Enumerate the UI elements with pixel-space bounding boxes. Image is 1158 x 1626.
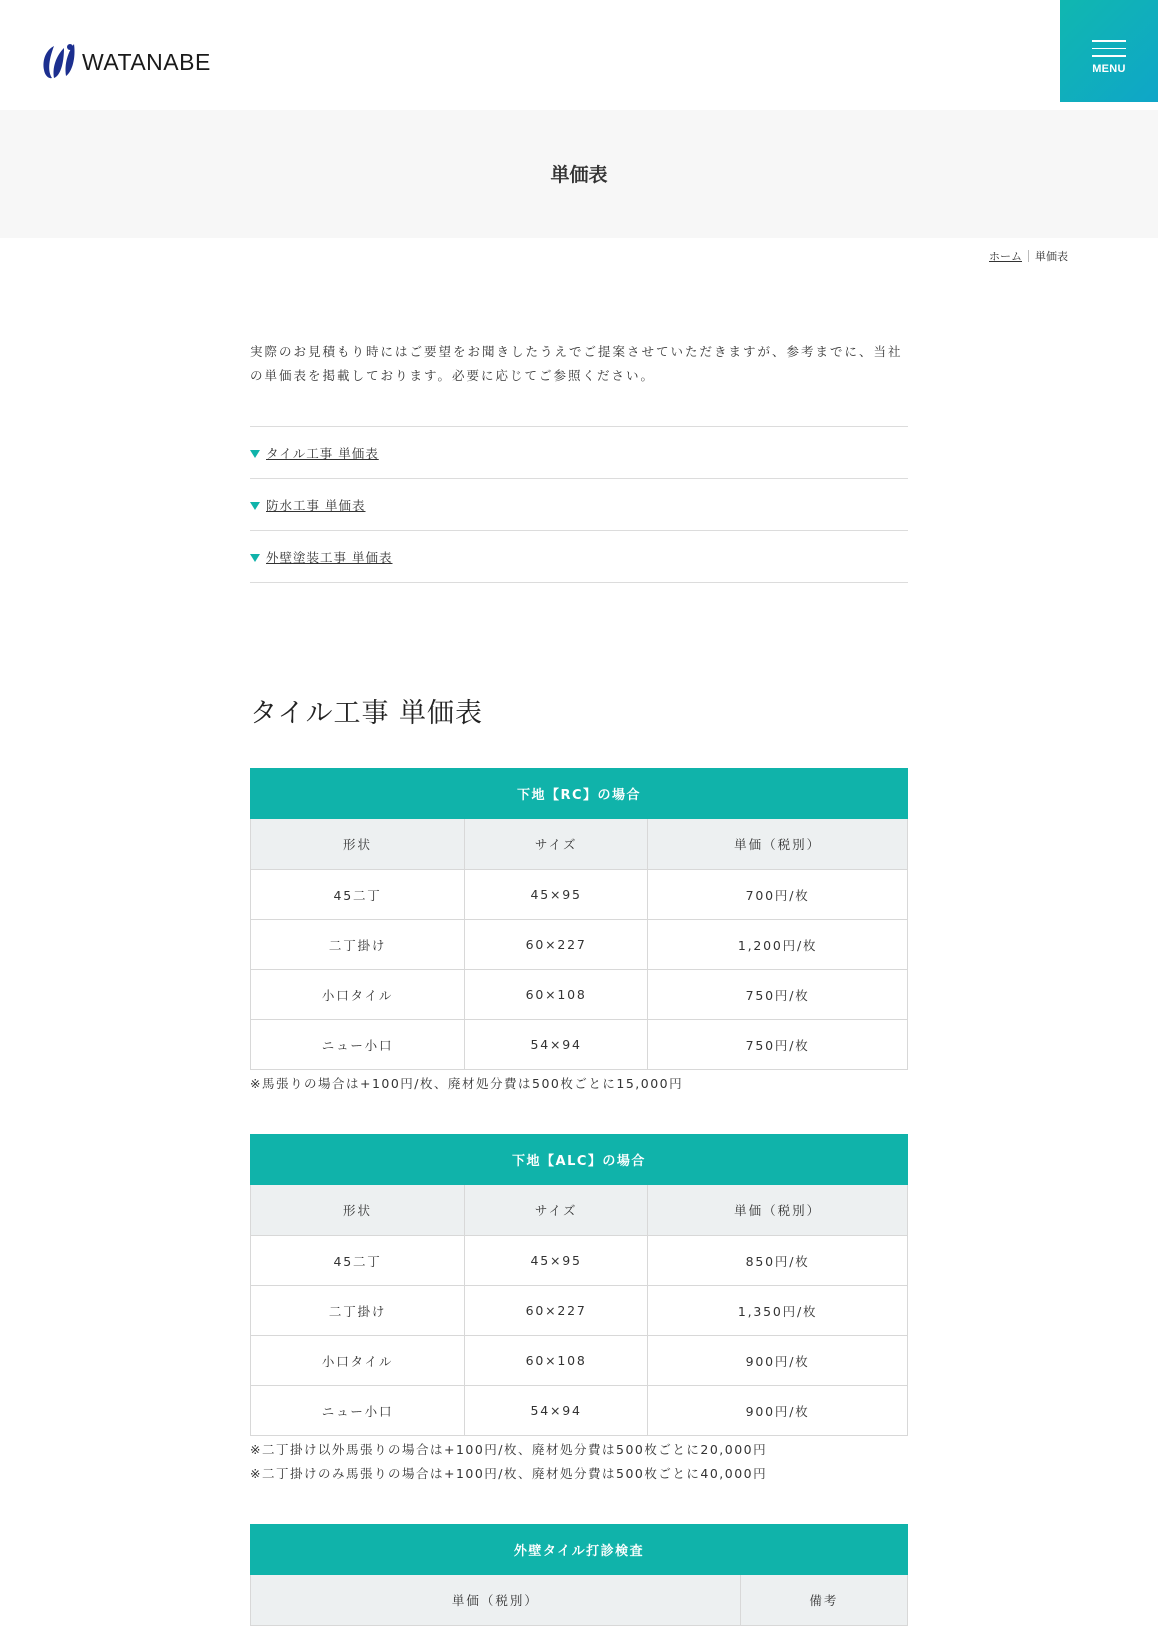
- section-title-tile: タイル工事 単価表: [250, 698, 484, 729]
- cell-price: 1,200円/枚: [648, 920, 908, 970]
- cell-price: 700円/枚: [648, 870, 908, 920]
- page-title-band: [0, 110, 1158, 238]
- site-header: [0, 0, 1158, 110]
- cell-shape: 小口タイル: [251, 970, 465, 1020]
- breadcrumb-separator: [1028, 250, 1029, 262]
- cell-price: 750円/枚: [648, 1020, 908, 1070]
- column-header-shape: 形状: [251, 819, 465, 870]
- cell-size: 45×95: [465, 870, 648, 920]
- table-caption: 下地【ALC】の場合: [251, 1135, 908, 1185]
- table-row: [251, 870, 908, 920]
- table-note: ※二丁掛け以外馬張りの場合は+100円/枚、廃材処分費は500枚ごとに20,000円: [250, 1442, 768, 1457]
- cell-size: 60×108: [465, 970, 648, 1020]
- table-row: [251, 1336, 908, 1386]
- column-header-price: 単価（税別）: [648, 819, 908, 870]
- table-note: ※二丁掛けのみ馬張りの場合は+100円/枚、廃材処分費は500枚ごとに40,000円: [250, 1466, 768, 1481]
- cell-price: 850円/枚: [648, 1236, 908, 1286]
- intro-text: 実際のお見積もり時にはご要望をお聞きしたうえでご提案させていただきますが、参考までに、当社の単価表を掲載しております。必要に応じてご参照ください。: [250, 344, 903, 383]
- toc-link-waterproof[interactable]: 防水工事 単価表: [266, 497, 366, 513]
- menu-button[interactable]: [1060, 0, 1158, 102]
- cell-price: 900円/枚: [648, 1336, 908, 1386]
- page-title: 単価表: [550, 164, 608, 186]
- cell-size: 60×227: [465, 1286, 648, 1336]
- table-note: ※馬張りの場合は+100円/枚、廃材処分費は500枚ごとに15,000円: [250, 1076, 684, 1091]
- cell-size: 45×95: [465, 1236, 648, 1286]
- cell-size: 54×94: [465, 1020, 648, 1070]
- cell-size: 60×108: [465, 1336, 648, 1386]
- table-row: [251, 1286, 908, 1336]
- triangle-down-icon: [250, 502, 260, 510]
- triangle-down-icon: [250, 554, 260, 562]
- toc-item-tile: [250, 427, 908, 479]
- table-row: [251, 1020, 908, 1070]
- cell-price: 900円/枚: [648, 1386, 908, 1436]
- price-table-rc: [250, 768, 908, 1070]
- cell-shape: 二丁掛け: [251, 1286, 465, 1336]
- price-table-inspection: [250, 1524, 908, 1626]
- toc-item-waterproof: [250, 479, 908, 531]
- cell-shape: ニュー小口: [251, 1386, 465, 1436]
- price-table-alc: [250, 1134, 908, 1436]
- column-header-shape: 形状: [251, 1185, 465, 1236]
- cell-size: 60×227: [465, 920, 648, 970]
- cell-shape: 45二丁: [251, 870, 465, 920]
- table-row: [251, 970, 908, 1020]
- triangle-down-icon: [250, 450, 260, 458]
- main-content: [250, 340, 908, 1626]
- column-header-price: 単価（税別）: [648, 1185, 908, 1236]
- column-header-remarks: 備考: [740, 1575, 907, 1626]
- logo-text: WATANABE: [82, 48, 211, 75]
- breadcrumb-home-link[interactable]: ホーム: [989, 250, 1022, 263]
- cell-shape: ニュー小口: [251, 1020, 465, 1070]
- breadcrumb-current: 単価表: [1035, 250, 1068, 263]
- table-of-contents: [250, 426, 908, 583]
- column-header-size: サイズ: [465, 819, 648, 870]
- table-caption: 下地【RC】の場合: [251, 769, 908, 819]
- breadcrumb: [989, 248, 1068, 264]
- toc-link-exterior-paint[interactable]: 外壁塗装工事 単価表: [266, 549, 393, 565]
- table-caption: 外壁タイル打診検査: [251, 1525, 908, 1575]
- logo-mark-icon: [40, 42, 78, 82]
- column-header-price: 単価（税別）: [251, 1575, 741, 1626]
- cell-shape: 二丁掛け: [251, 920, 465, 970]
- toc-link-tile[interactable]: タイル工事 単価表: [266, 445, 379, 461]
- cell-size: 54×94: [465, 1386, 648, 1436]
- cell-shape: 45二丁: [251, 1236, 465, 1286]
- menu-label: MENU: [1092, 63, 1126, 75]
- toc-item-exterior-paint: [250, 531, 908, 583]
- site-logo[interactable]: [40, 42, 211, 82]
- table-row: [251, 1386, 908, 1436]
- table-row: [251, 1236, 908, 1286]
- cell-shape: 小口タイル: [251, 1336, 465, 1386]
- cell-price: 1,350円/枚: [648, 1286, 908, 1336]
- table-row: [251, 920, 908, 970]
- hamburger-icon: [1092, 40, 1126, 63]
- column-header-size: サイズ: [465, 1185, 648, 1236]
- cell-price: 750円/枚: [648, 970, 908, 1020]
